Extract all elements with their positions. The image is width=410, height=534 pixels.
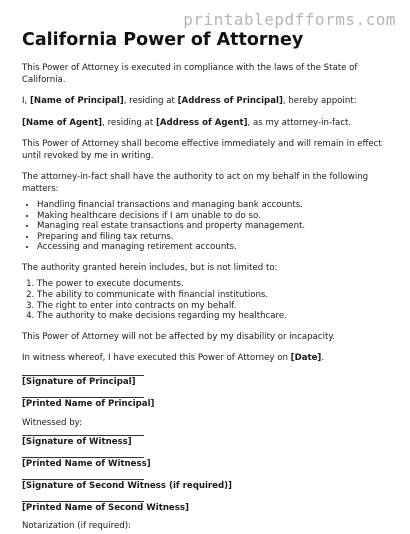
principal-printed-name-label: [Printed Name of Principal] <box>22 398 155 409</box>
second-witness-signature-block <box>22 479 392 492</box>
list-item: • Making healthcare decisions if I am unable to do so. <box>37 211 392 222</box>
second-witness-printed-name-label: [Printed Name of Second Witness] <box>22 502 189 513</box>
witness-signature-label: [Signature of Witness] <box>22 436 132 447</box>
document-body <box>22 30 392 534</box>
agent-suffix: , as my attorney-in-fact. <box>247 117 352 128</box>
granted-list <box>22 279 392 321</box>
intro-paragraph: This Power of Attorney is executed in compliance with the laws of the State of California. <box>22 63 358 85</box>
list-item: 2. The ability to communicate with financial institutions. <box>37 290 392 301</box>
effective-paragraph: This Power of Attorney shall become effective immediately and will remain in effect until revoked by me in writing. <box>22 139 382 161</box>
principal-signature-label: [Signature of Principal] <box>22 376 136 387</box>
witness-clause <box>22 353 392 365</box>
witness-printed-name-block <box>22 457 392 470</box>
principal-name-field: [Name of Principal] <box>30 96 124 106</box>
list-item: • Managing real estate transactions and property management. <box>37 221 392 232</box>
appoint-suffix: , hereby appoint: <box>282 96 357 106</box>
list-item: 4. The authority to make decisions regarding my healthcare. <box>37 311 392 322</box>
signature-line <box>22 397 144 398</box>
list-item: 1. The power to execute documents. <box>37 279 392 290</box>
principal-address-field: [Address of Principal] <box>177 96 283 106</box>
appoint-prefix: I, <box>22 96 30 106</box>
witness-clause-suffix: . <box>321 353 325 364</box>
signature-line <box>22 501 144 502</box>
witness-printed-name-label: [Printed Name of Witness] <box>22 458 151 469</box>
second-witness-signature-label: [Signature of Second Witness (if required)] <box>22 480 232 491</box>
appoint-middle: , residing at <box>123 96 178 106</box>
agent-middle: , residing at <box>102 117 156 128</box>
list-item: • Accessing and managing retirement accounts. <box>37 242 392 253</box>
agent-paragraph <box>22 118 392 130</box>
list-item: • Handling financial transactions and managing bank accounts. <box>37 200 392 211</box>
notarization-label: Notarization (if required): <box>22 520 131 531</box>
signature-line <box>22 375 144 376</box>
granted-intro: The authority granted herein includes, but is not limited to: <box>22 262 278 273</box>
principal-printed-name-block <box>22 397 392 410</box>
site-watermark: printablepdfforms.com <box>183 10 396 29</box>
principal-signature-block <box>22 375 392 388</box>
appointment-paragraph <box>22 96 392 108</box>
agent-name-field: [Name of Agent] <box>22 117 103 128</box>
matters-list <box>22 200 392 253</box>
second-witness-printed-name-block <box>22 501 392 514</box>
document-title: California Power of Attorney <box>22 30 304 50</box>
agent-address-field: [Address of Agent] <box>155 117 248 128</box>
disability-paragraph: This Power of Attorney will not be affected by my disability or incapacity. <box>22 331 335 342</box>
list-item: • Preparing and filing tax returns. <box>37 232 392 243</box>
signature-line <box>22 479 144 480</box>
witness-signature-block <box>22 435 392 448</box>
signature-line <box>22 435 144 436</box>
date-field: [Date] <box>290 353 322 364</box>
list-item: 3. The right to enter into contracts on my behalf. <box>37 301 392 312</box>
authority-intro: The attorney-in-fact shall have the authority to act on my behalf in the following matters: <box>22 172 369 194</box>
signature-line <box>22 457 144 458</box>
witnessed-by-label: Witnessed by: <box>22 417 83 428</box>
witness-clause-prefix: In witness whereof, I have executed this Power of Attorney on <box>22 353 291 364</box>
